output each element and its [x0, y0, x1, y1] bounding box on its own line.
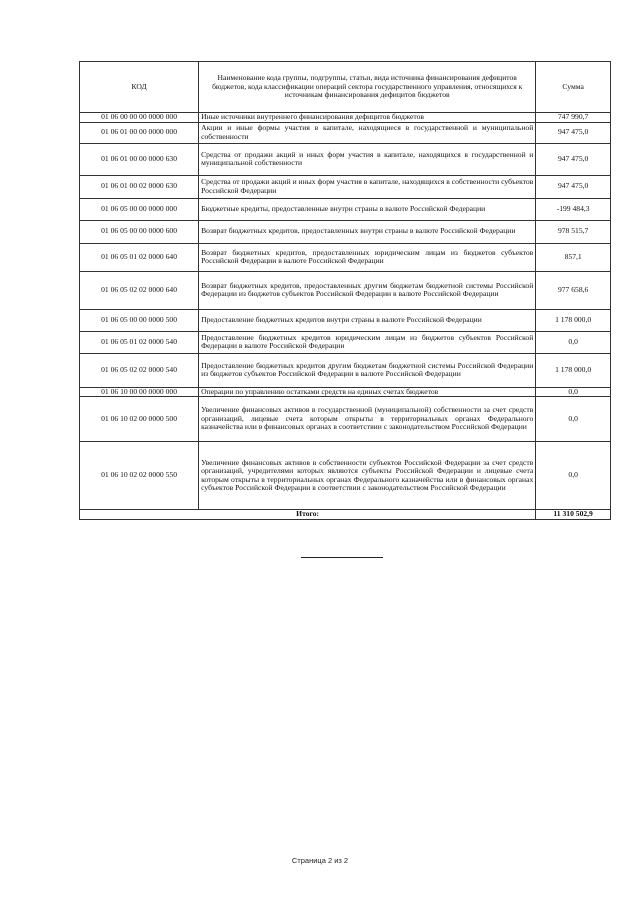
row-code: 01 06 00 00 00 0000 000	[80, 113, 199, 123]
row-code: 01 06 05 02 02 0000 640	[80, 271, 199, 309]
sources-financing-table	[79, 61, 611, 520]
row-sum: 947 475,0	[536, 122, 611, 143]
table-header-row	[80, 62, 611, 113]
table-row	[80, 122, 611, 143]
table-row	[80, 442, 611, 510]
row-code: 01 06 05 00 00 0000 600	[80, 220, 199, 243]
table-row	[80, 243, 611, 271]
table-row	[80, 175, 611, 198]
page-number: Страница 2 из 2	[291, 856, 349, 865]
row-name: Иные источники внутреннего финансирования дефицитов бюджетов	[199, 113, 536, 123]
row-code: 01 06 10 02 00 0000 500	[80, 397, 199, 442]
row-sum: 0,0	[536, 397, 611, 442]
row-code: 01 06 01 00 02 0000 630	[80, 175, 199, 198]
row-sum: 947 475,0	[536, 175, 611, 198]
table-row	[80, 220, 611, 243]
row-code: 01 06 05 00 00 0000 000	[80, 198, 199, 220]
row-code: 01 06 05 01 02 0000 540	[80, 331, 199, 353]
row-sum: 857,1	[536, 243, 611, 271]
header-sum: Сумма	[536, 62, 611, 113]
table-row	[80, 113, 611, 123]
row-code: 01 06 01 00 00 0000 630	[80, 143, 199, 175]
row-code: 01 06 05 02 02 0000 540	[80, 353, 199, 387]
row-name: Предоставление бюджетных кредитов юридическим лицам из бюджетов субъектов Российской Федерации в валюте Российской Федерации	[199, 331, 536, 353]
row-sum: 747 990,7	[536, 113, 611, 123]
row-sum: 1 178 000,0	[536, 309, 611, 331]
row-sum: 977 658,6	[536, 271, 611, 309]
header-name: Наименование кода группы, подгруппы, статьи, вида источника финансирования дефицитов бюджетов, кода классификации операций сектора государственного управления, относящихся к источникам финансирования дефицитов бюджетов	[199, 62, 536, 113]
row-name: Возврат бюджетных кредитов, предоставленных внутри страны в валюте Российской Федерации	[199, 220, 536, 243]
row-sum: -199 484,3	[536, 198, 611, 220]
row-sum: 0,0	[536, 387, 611, 397]
row-name: Увеличение финансовых активов в собственности субъектов Российской Федерации за счет средств организаций, учредителями которых являются субъекты Российской Федерации и лицевые счета которым открыты в территориальных органах Федерального казначейства или в финансовых органах субъектов Российской Федерации в соответствии с законодательством Российской Федерации	[199, 442, 536, 510]
row-sum: 1 178 000,0	[536, 353, 611, 387]
row-name: Средства от продажи акций и иных форм участия в капитале, находящихся в государственной и муниципальной собственности	[199, 143, 536, 175]
table-row	[80, 143, 611, 175]
table-row	[80, 397, 611, 442]
row-name: Увеличение финансовых активов в государственной (муниципальной) собственности за счет средств организаций, лицевые счета которым открыты в территориальных органах Федерального казначейства или в финансовых органах в соответствии с законодательством Российской Федерации	[199, 397, 536, 442]
row-name: Предоставление бюджетных кредитов другим бюджетам бюджетной системы Российской Федерации из бюджетов субъектов Российской Федерации в валюте Российской Федерации	[199, 353, 536, 387]
row-code: 01 06 05 01 02 0000 640	[80, 243, 199, 271]
table-row	[80, 271, 611, 309]
row-name: Возврат бюджетных кредитов, предоставленных другим бюджетам бюджетной системы Российской Федерации из бюджетов субъектов Российской Федерации в валюте Российской Федерации	[199, 271, 536, 309]
row-name: Возврат бюджетных кредитов, предоставленных юридическим лицам из бюджетов субъектов Российской Федерации в валюте Российской Федерации	[199, 243, 536, 271]
separator-line	[301, 557, 383, 558]
row-name: Акции и иные формы участия в капитале, находящиеся в государственной и муниципальной собственности	[199, 122, 536, 143]
table-row	[80, 198, 611, 220]
total-label: Итого:	[80, 510, 536, 520]
row-sum: 0,0	[536, 331, 611, 353]
row-sum: 978 515,7	[536, 220, 611, 243]
row-code: 01 06 10 02 02 0000 550	[80, 442, 199, 510]
table-row	[80, 387, 611, 397]
header-code: КОД	[80, 62, 199, 113]
row-name: Средства от продажи акций и иных форм участия в капитале, находящихся в собственности субъектов Российской Федерации	[199, 175, 536, 198]
row-name: Бюджетные кредиты, предоставленные внутри страны в валюте Российской Федерации	[199, 198, 536, 220]
row-code: 01 06 05 00 00 0000 500	[80, 309, 199, 331]
row-sum: 947 475,0	[536, 143, 611, 175]
row-code: 01 06 10 00 00 0000 000	[80, 387, 199, 397]
table-row	[80, 309, 611, 331]
row-sum: 0,0	[536, 442, 611, 510]
row-name: Предоставление бюджетных кредитов внутри страны в валюте Российской Федерации	[199, 309, 536, 331]
total-sum: 11 310 502,9	[536, 510, 611, 520]
row-code: 01 06 01 00 00 0000 000	[80, 122, 199, 143]
total-row	[80, 510, 611, 520]
row-name: Операции по управлению остатками средств на единых счетах бюджетов	[199, 387, 536, 397]
table-row	[80, 353, 611, 387]
table-row	[80, 331, 611, 353]
